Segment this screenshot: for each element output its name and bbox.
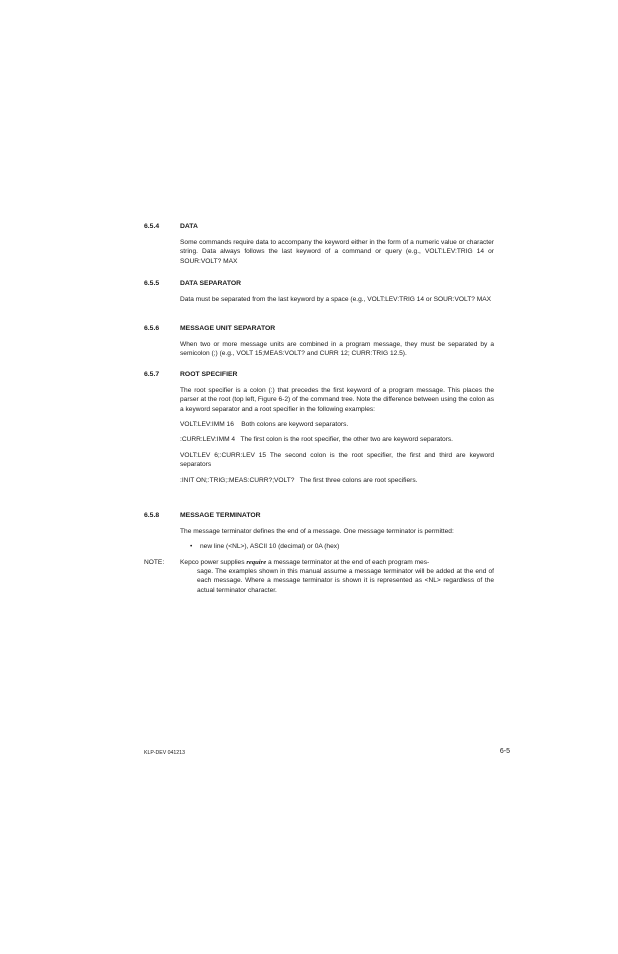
- section-data-separator: [144, 279, 494, 304]
- section-heading: [144, 279, 494, 289]
- note-label: NOTE:: [144, 558, 165, 566]
- section-title: DATA SEPARATOR: [180, 280, 242, 287]
- section-number: 6.5.7: [144, 371, 160, 378]
- section-data: [144, 222, 494, 266]
- section-heading: [144, 222, 494, 232]
- section-body: [144, 527, 494, 595]
- bullet-text: new line (<NL>), ASCII 10 (decimal) or 0A (hex): [200, 543, 340, 551]
- section-title: MESSAGE TERMINATOR: [180, 512, 261, 519]
- section-number: 6.5.4: [144, 223, 160, 230]
- note-first-line: [180, 558, 494, 567]
- note-block: [144, 558, 494, 595]
- section-root-specifier: [144, 370, 494, 485]
- section-body: [180, 386, 494, 485]
- bullet-dot-icon: •: [190, 543, 193, 551]
- section-title: DATA: [180, 223, 198, 230]
- paragraph: Some commands require data to accompany the keyword either in the form of a numeric value or character string. Data always follows the last keyword of a command or query (e.g., VOLT:LEV:TRIG 14 or SOUR:VOLT? MAX: [180, 239, 494, 265]
- section-body: [180, 238, 494, 266]
- section-message-unit-separator: [144, 324, 494, 359]
- section-heading: [144, 324, 494, 334]
- example-line: VOLT:LEV:IMM 16 Both colons are keyword separators.: [180, 421, 349, 429]
- example-line: :CURR:LEV:IMM 4 The first colon is the root specifier, the other two are keyword separators.: [180, 436, 454, 444]
- section-heading: [144, 511, 494, 521]
- bullet-item: [190, 542, 494, 551]
- section-title: MESSAGE UNIT SEPARATOR: [180, 325, 276, 332]
- section-message-terminator: [144, 511, 494, 595]
- note-emphasis: require: [246, 558, 267, 566]
- section-body: [180, 340, 494, 359]
- example-line: VOLT:LEV 6;:CURR:LEV 15 The second colon is the root specifier, the first and third are keyword separators: [180, 451, 494, 469]
- section-heading: [144, 370, 494, 380]
- section-number: 6.5.5: [144, 280, 160, 287]
- note-text-start: Kepco power supplies: [180, 558, 247, 566]
- note-continuation: sage. The examples shown in this manual assume a message terminator will be added at the end of each message. Where a message terminator is shown it is represented as <NL> regardless of the actual terminator character.: [197, 568, 494, 594]
- section-number: 6.5.8: [144, 512, 160, 519]
- example-line: :INIT ON;:TRIG;:MEAS:CURR?;VOLT? The first three colons are root specifiers.: [180, 476, 418, 484]
- paragraph: Data must be separated from the last keyword by a space (e.g., VOLT:LEV:TRIG 14 or SOUR:VOLT? MAX: [180, 296, 492, 303]
- paragraph: The message terminator defines the end of a message. One message terminator is permitted:: [180, 528, 454, 535]
- section-body: [180, 295, 494, 304]
- section-title: ROOT SPECIFIER: [180, 371, 238, 378]
- footer-page-number: 6-5: [499, 748, 510, 755]
- note-text-end: a message terminator at the end of each program mes-: [266, 558, 430, 566]
- paragraph: The root specifier is a colon (:) that precedes the first keyword of a program message. This places the parser at the root (top left, Figure 6-2) of the command tree. Note the difference between using the colon as a keyword separator and a root specifier in the following examples:: [180, 387, 494, 413]
- paragraph: When two or more message units are combined in a program message, they must be separated by a semicolon (;) (e.g., VOLT 15;MEAS:VOLT? and CURR 12; CURR:TRIG 12.5).: [180, 341, 494, 358]
- footer-doc-id: KLP-DEV 041213: [144, 750, 185, 756]
- section-number: 6.5.6: [144, 325, 160, 332]
